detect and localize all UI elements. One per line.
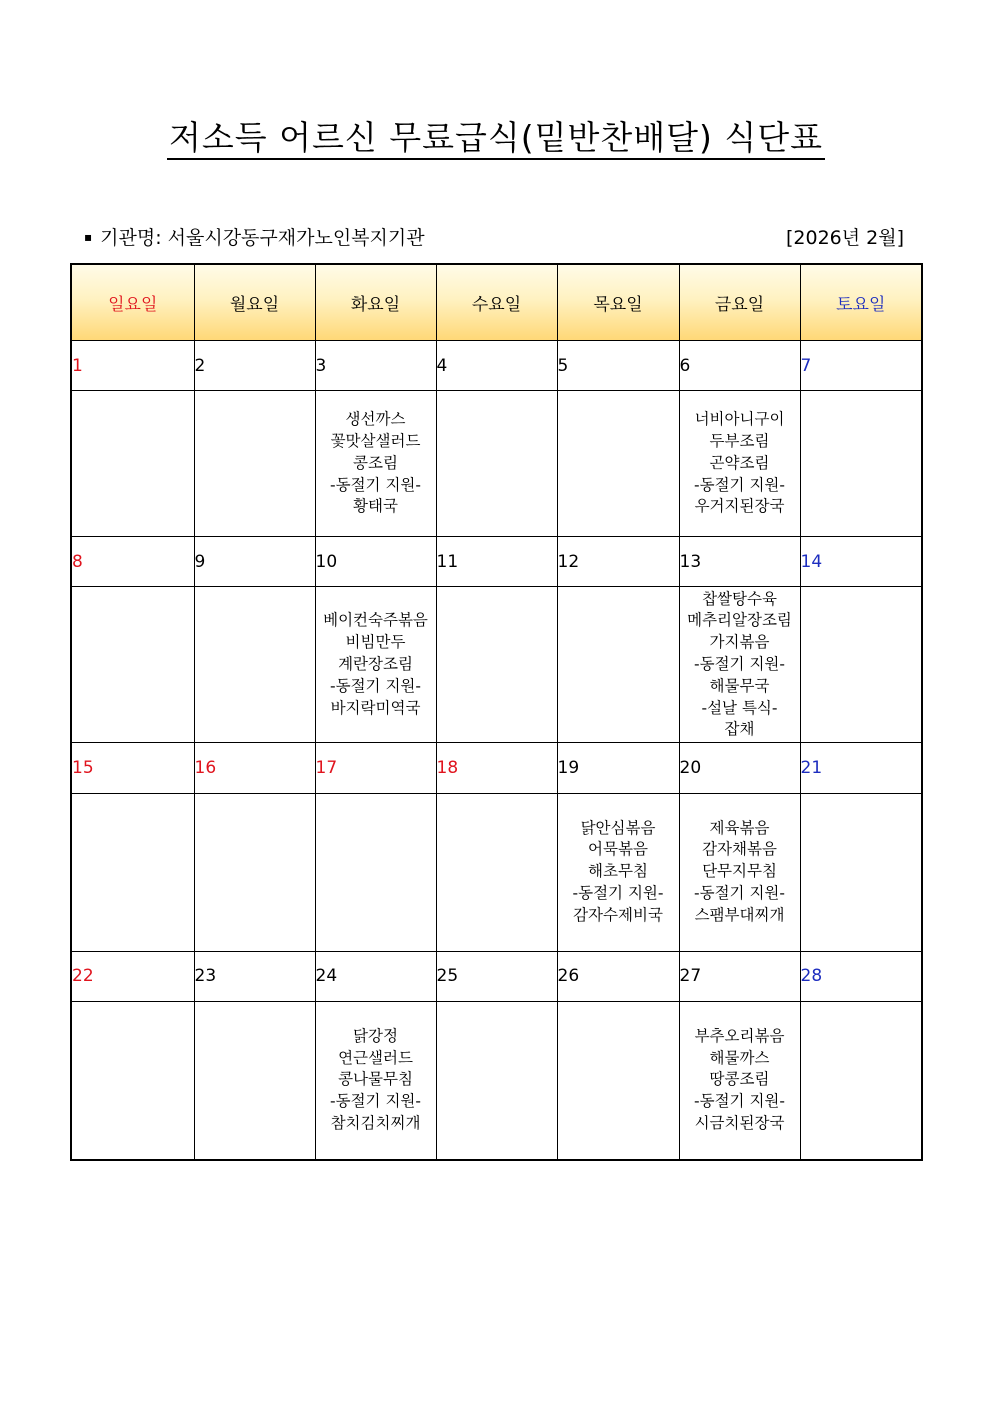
menu-cell xyxy=(800,1001,922,1160)
weekday-header-wed: 수요일 xyxy=(436,264,557,341)
menu-cell xyxy=(679,587,800,743)
menu-cell xyxy=(194,793,315,951)
menu-item: 비빔만두 xyxy=(345,633,406,652)
weekday-header-thu: 목요일 xyxy=(557,264,679,341)
menu-item: 메추리알장조림 xyxy=(687,611,792,630)
menu-item: 감자수제비국 xyxy=(573,905,663,924)
date-cell: 28 xyxy=(800,951,922,1001)
menu-cell xyxy=(800,587,922,743)
menu-cell xyxy=(800,391,922,537)
date-cell: 5 xyxy=(557,341,679,391)
weekday-header-mon: 월요일 xyxy=(194,264,315,341)
weekday-header-row xyxy=(71,264,922,341)
menu-item: 닭강정 xyxy=(353,1026,398,1045)
date-cell: 21 xyxy=(800,743,922,793)
weekday-header-sat: 토요일 xyxy=(800,264,922,341)
menu-cell xyxy=(194,391,315,537)
date-row xyxy=(71,951,922,1001)
date-cell: 24 xyxy=(315,951,436,1001)
menu-cell xyxy=(315,391,436,537)
date-row xyxy=(71,743,922,793)
date-cell: 10 xyxy=(315,537,436,587)
date-cell: 2 xyxy=(194,341,315,391)
menu-item: -동절기 지원- xyxy=(694,654,785,673)
menu-cell xyxy=(315,587,436,743)
date-cell: 17 xyxy=(315,743,436,793)
date-cell: 14 xyxy=(800,537,922,587)
menu-cell xyxy=(71,793,194,951)
menu-cell xyxy=(557,1001,679,1160)
date-row xyxy=(71,341,922,391)
date-cell: 4 xyxy=(436,341,557,391)
menu-item: 해물무국 xyxy=(709,676,770,695)
date-cell: 18 xyxy=(436,743,557,793)
menu-item: 잡채 xyxy=(724,720,755,739)
menu-cell xyxy=(315,793,436,951)
menu-cell xyxy=(71,391,194,537)
menu-item: 연근샐러드 xyxy=(338,1048,413,1067)
menu-item: 가지볶음 xyxy=(709,633,770,652)
menu-item: 찹쌀탕수육 xyxy=(702,589,777,608)
menu-row xyxy=(71,587,922,743)
meal-calendar xyxy=(70,263,923,1161)
date-cell: 9 xyxy=(194,537,315,587)
page-title xyxy=(0,112,992,159)
bullet-icon: ▪ xyxy=(84,230,93,244)
month-label: [2026년 2월] xyxy=(785,227,904,249)
menu-item: 두부조림 xyxy=(709,431,770,450)
weekday-header-fri: 금요일 xyxy=(679,264,800,341)
weekday-header-tue: 화요일 xyxy=(315,264,436,341)
menu-item: 땅콩조림 xyxy=(709,1070,770,1089)
menu-item: 부추오리볶음 xyxy=(694,1026,785,1045)
menu-cell xyxy=(436,793,557,951)
menu-row xyxy=(71,793,922,951)
menu-item: 너비아니구이 xyxy=(694,410,785,429)
menu-item: 베이컨숙주볶음 xyxy=(323,611,428,630)
menu-item: -동절기 지원- xyxy=(330,676,421,695)
menu-cell xyxy=(557,391,679,537)
menu-item: 감자채볶음 xyxy=(702,840,777,859)
menu-item: -동절기 지원- xyxy=(694,475,785,494)
weekday-header-sun: 일요일 xyxy=(71,264,194,341)
date-cell: 13 xyxy=(679,537,800,587)
menu-item: -동절기 지원- xyxy=(330,1092,421,1111)
menu-row xyxy=(71,1001,922,1160)
menu-item: 어묵볶음 xyxy=(588,840,648,859)
menu-item: -동절기 지원- xyxy=(694,883,785,902)
menu-item: -동절기 지원- xyxy=(330,475,421,494)
menu-cell xyxy=(71,1001,194,1160)
date-cell: 8 xyxy=(71,537,194,587)
menu-item: 참치김치찌개 xyxy=(330,1114,421,1133)
menu-cell xyxy=(71,587,194,743)
date-cell: 25 xyxy=(436,951,557,1001)
menu-item: 콩나물무침 xyxy=(338,1070,413,1089)
date-cell: 7 xyxy=(800,341,922,391)
date-cell: 6 xyxy=(679,341,800,391)
menu-item: 콩조림 xyxy=(353,453,398,472)
date-cell: 11 xyxy=(436,537,557,587)
menu-cell xyxy=(194,587,315,743)
menu-cell xyxy=(315,1001,436,1160)
menu-cell xyxy=(436,1001,557,1160)
menu-cell xyxy=(557,587,679,743)
date-cell: 20 xyxy=(679,743,800,793)
menu-item: -동절기 지원- xyxy=(694,1092,785,1111)
menu-cell xyxy=(679,1001,800,1160)
organization-label: 기관명: 서울시강동구재가노인복지기관 xyxy=(100,227,425,249)
menu-item: -설날 특식- xyxy=(701,698,778,717)
menu-cell xyxy=(436,587,557,743)
date-cell: 1 xyxy=(71,341,194,391)
menu-item: 닭안심볶음 xyxy=(580,818,656,837)
organization xyxy=(84,223,425,250)
date-cell: 15 xyxy=(71,743,194,793)
menu-item: 꽃맛살샐러드 xyxy=(330,431,421,450)
menu-item: 단무지무침 xyxy=(702,862,777,881)
menu-cell xyxy=(557,793,679,951)
menu-item: 스팸부대찌개 xyxy=(694,905,785,924)
menu-item: 시금치된장국 xyxy=(694,1114,785,1133)
page-title-text: 저소득 어르신 무료급식(밑반찬배달) 식단표 xyxy=(167,118,825,160)
date-cell: 22 xyxy=(71,951,194,1001)
date-cell: 27 xyxy=(679,951,800,1001)
menu-cell xyxy=(800,793,922,951)
menu-item: 해물까스 xyxy=(709,1048,770,1067)
menu-item: 우거지된장국 xyxy=(694,497,785,516)
date-cell: 26 xyxy=(557,951,679,1001)
menu-item: 계란장조림 xyxy=(338,654,413,673)
date-cell: 23 xyxy=(194,951,315,1001)
menu-item: -동절기 지원- xyxy=(572,883,664,902)
menu-item: 황태국 xyxy=(353,497,398,516)
date-cell: 19 xyxy=(557,743,679,793)
menu-cell xyxy=(436,391,557,537)
menu-item: 생선까스 xyxy=(345,410,406,429)
menu-cell xyxy=(679,391,800,537)
menu-item: 바지락미역국 xyxy=(330,698,421,717)
date-cell: 12 xyxy=(557,537,679,587)
date-cell: 3 xyxy=(315,341,436,391)
menu-cell xyxy=(679,793,800,951)
menu-item: 제육볶음 xyxy=(709,818,770,837)
menu-row xyxy=(71,391,922,537)
date-cell: 16 xyxy=(194,743,315,793)
menu-item: 곤약조림 xyxy=(709,453,770,472)
menu-item: 해초무침 xyxy=(588,862,648,881)
menu-cell xyxy=(194,1001,315,1160)
date-row xyxy=(71,537,922,587)
